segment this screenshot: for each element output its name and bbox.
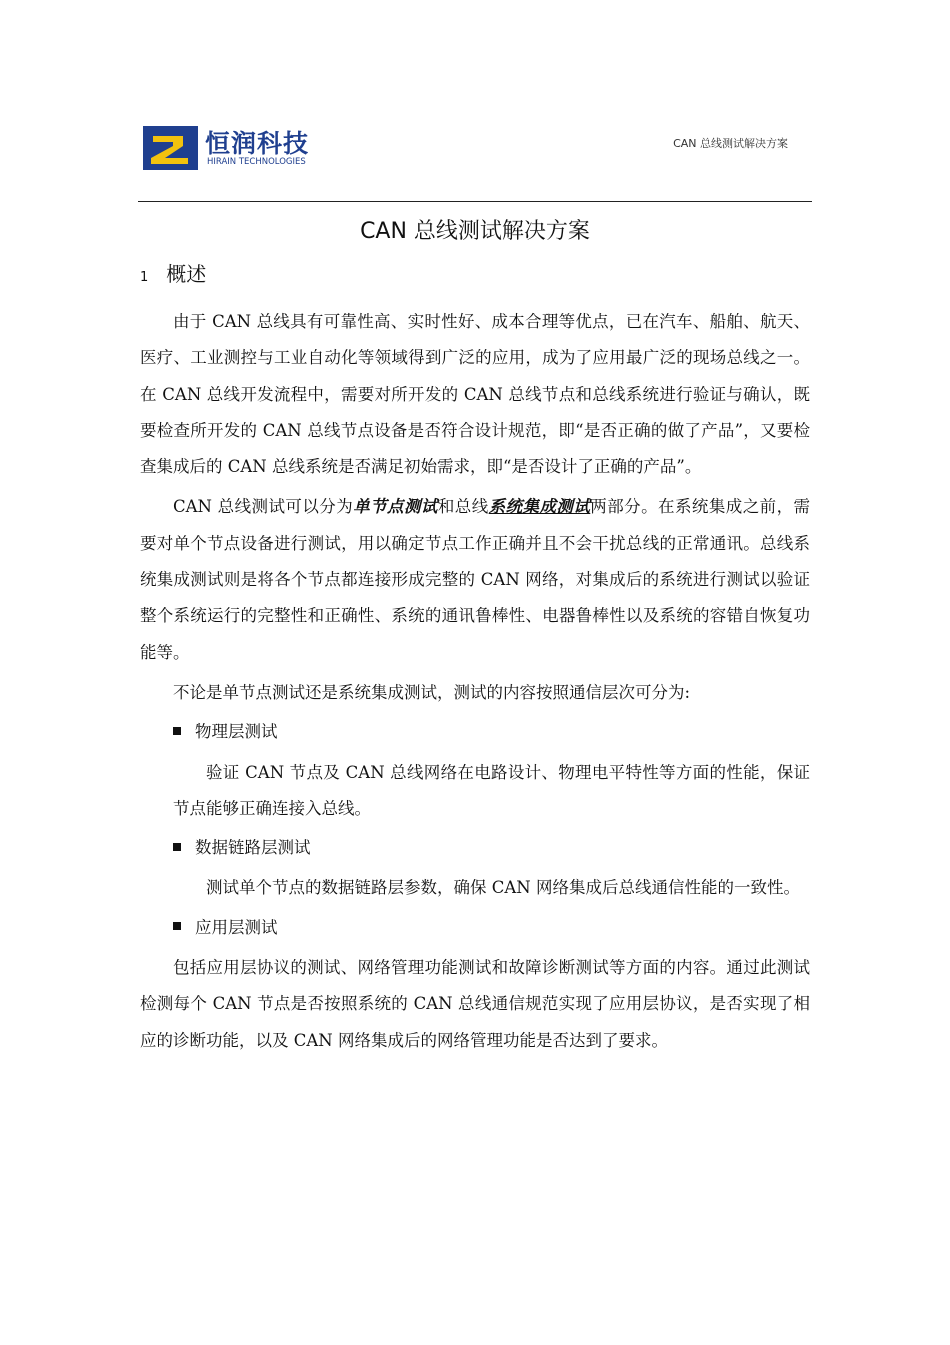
bullet-square-icon (173, 843, 181, 851)
paragraph-application-layer: 包括应用层协议的测试、网络管理功能测试和故障诊断测试等方面的内容。通过此测试检测每个 CAN 节点是否按照系统的 CAN 总线通信规范实现了应用层协议，是否实现了相应的诊断功能，以及 CAN 网络集成后的网络管理功能是否达到了要求。 (140, 958, 810, 1050)
emphasis-single-node-test: 单节点测试 (353, 497, 438, 517)
header-document-title: CAN 总线测试解决方案 (673, 137, 788, 150)
paragraph-intro: 由于 CAN 总线具有可靠性高、实时性好、成本合理等优点，已在汽车、船舶、航天、医疗、工业测控与工业自动化等领域得到广泛的应用，成为了应用最广泛的现场总线之一。在 CAN 总线开发流程中，需要对所开发的 CAN 总线节点和总线系统进行验证与确认，既要检查所开发的 CAN 总线节点设备是否符合设计规范，即“是否正确的做了产品”，又要检查集成后的 CAN 总线系统是否满足初始需求，即“是否设计了正确的产品”。 (140, 312, 810, 477)
section-heading (140, 258, 206, 287)
page-title: CAN 总线测试解决方案 (360, 219, 590, 244)
logo-chinese-name: 恒润科技 (205, 129, 310, 158)
paragraph-text: 和总线 (437, 497, 489, 517)
bullet-label: 数据链路层测试 (195, 838, 311, 858)
bullet-square-icon (173, 922, 181, 930)
section-number: 1 (140, 270, 149, 285)
hirain-logo-icon (143, 126, 198, 170)
bullet-item (173, 830, 810, 866)
bullet-label: 应用层测试 (195, 917, 278, 937)
bullet-square-icon (173, 727, 181, 735)
emphasis-system-integration-test: 系统集成测试 (488, 497, 591, 517)
section-title: 概述 (166, 262, 207, 286)
bullet-description: 验证 CAN 节点及 CAN 总线网络在电路设计、物理电平特性等方面的性能，保证节点能够正确连接入总线。 (173, 762, 810, 818)
paragraph-test-types (140, 489, 810, 670)
bullet-item (173, 714, 810, 750)
bullet-description: 测试单个节点的数据链路层参数，确保 CAN 网络集成后总线通信性能的一致性。 (206, 878, 800, 898)
bullet-label: 物理层测试 (195, 722, 278, 742)
paragraph-text: 两部分。在系统集成之前，需要对单个节点设备进行测试，用以确定节点工作正确并且不会干扰总线的正常通讯。总线系统集成测试则是将各个节点都连接形成完整的 CAN 网络，对集成后的系统进行测试以验证整个系统运行的完整性和正确性、系统的通讯鲁棒性、电器鲁棒性以及系统的容错自恢复功能等。 (140, 497, 811, 662)
document-body (140, 304, 810, 1059)
header-divider (138, 201, 812, 202)
paragraph-layers-intro: 不论是单节点测试还是系统集成测试，测试的内容按照通信层次可分为: (173, 682, 691, 702)
company-logo (143, 124, 343, 174)
bullet-item (173, 910, 810, 946)
logo-english-name: HIRAIN TECHNOLOGIES (207, 157, 306, 167)
paragraph-text: CAN 总线测试可以分为 (173, 497, 354, 517)
